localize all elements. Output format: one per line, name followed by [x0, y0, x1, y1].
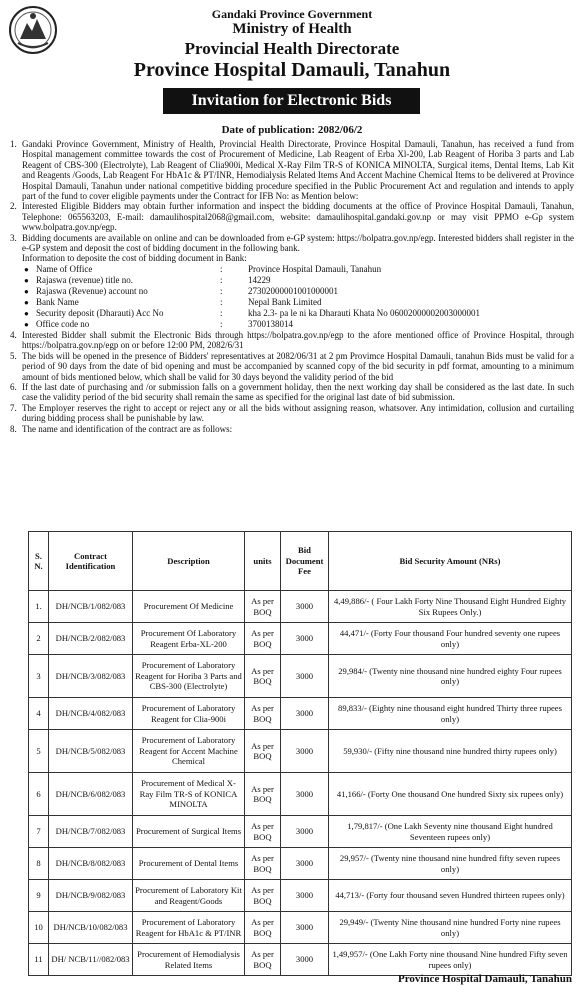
- deposit-value: 27302000001001000001: [248, 285, 338, 296]
- cell-sn: 6: [29, 773, 49, 816]
- cell-fee: 3000: [281, 698, 329, 730]
- cell-sn: 9: [29, 880, 49, 912]
- paragraph-number: 4.: [10, 329, 17, 340]
- deposit-info-list: [24, 264, 574, 330]
- table-row: [29, 816, 572, 848]
- cell-contract-id: DH/NCB/4/082/083: [49, 698, 133, 730]
- deposit-value: kha 2.3- pa le ni ka Dharauti Khata No 06002000002003000001: [248, 307, 480, 318]
- paragraph-number: 7.: [10, 402, 17, 413]
- cell-security-amount: 44,713/- (Forty four thousand seven Hundred thirteen rupees only): [329, 880, 572, 912]
- cell-units: As per BOQ: [245, 848, 281, 880]
- cell-fee: 3000: [281, 848, 329, 880]
- cell-sn: 2: [29, 623, 49, 655]
- cell-contract-id: DH/NCB/6/082/083: [49, 773, 133, 816]
- paragraph-text: The Employer reserves the right to accept or reject any or all the bids without assigning reason, whatsover. Any intimidation, collusion and curtailing during bidding process shall be punishable by law.: [22, 402, 574, 424]
- cell-description: Procurement of Dental Items: [133, 848, 245, 880]
- deposit-info-row: ● Name of Office : Province Hospital Damauli, Tanahun: [24, 264, 574, 275]
- cell-fee: 3000: [281, 912, 329, 944]
- deposit-label: Rajaswa (revenue) title no.: [36, 274, 133, 285]
- deposit-info-row: ● Rajaswa (Revenue) account no : 27302000001001000001: [24, 286, 574, 297]
- column-header-contract-id: Contract Identification: [49, 532, 133, 591]
- province-government-title: Gandaki Province Government: [211, 7, 373, 21]
- paragraph-number: 5.: [10, 350, 17, 361]
- deposit-info-row: ● Rajaswa (revenue) title no. : 14229: [24, 275, 574, 286]
- cell-fee: 3000: [281, 944, 329, 976]
- deposit-info-row: ● Office code no : 3700138014: [24, 319, 574, 330]
- cell-fee: 3000: [281, 623, 329, 655]
- paragraph-number: 3.: [10, 232, 17, 243]
- letterhead: [0, 0, 584, 118]
- cell-description: Procurement of Laboratory Reagent for Clia-900i: [133, 698, 245, 730]
- cell-security-amount: 4,49,886/- ( Four Lakh Forty Nine Thousand Eight Hundred Eighty Six Rupees Only.): [329, 591, 572, 623]
- cell-contract-id: DH/NCB/7/082/083: [49, 816, 133, 848]
- cell-description: Procurement of Laboratory Reagent for Accent Machine Chemical: [133, 730, 245, 773]
- cell-fee: 3000: [281, 773, 329, 816]
- deposit-value: Nepal Bank Limited: [248, 296, 322, 307]
- cell-contract-id: DH/NCB/2/082/083: [49, 623, 133, 655]
- column-header-units: units: [245, 532, 281, 591]
- cell-security-amount: 1,49,957/- (One Lakh Forty nine thousand Nine hundred Fifty seven rupees only): [329, 944, 572, 976]
- bullet-icon: ●: [24, 264, 29, 274]
- cell-contract-id: DH/NCB/1/082/083: [49, 591, 133, 623]
- paragraph-text: Interested Eligible Bidders may obtain further information and inspect the bidding documents at the office of Province Hospital Damauli, Tanahun, Telephone: 065563203, E-mail: damaulihospital2068@gmail.com, website: damaulihospital.gandaki.gov.np or may visit PPMO e-Gp system www.bolpatra.gov.np/egp.: [22, 201, 574, 233]
- deposit-label: Name of Office: [36, 263, 93, 274]
- paragraph-number: 6.: [10, 381, 17, 392]
- cell-fee: 3000: [281, 730, 329, 773]
- cell-contract-id: DH/NCB/3/082/083: [49, 655, 133, 698]
- deposit-info-title: Information to deposite the cost of bidding document in Bank:: [22, 253, 247, 264]
- notice-body: [10, 139, 574, 434]
- paragraph-text: The bids will be opened in the presence of Bidders' representatives at 2082/06/31 at 2 pm Provimce Hospital Damauli, tanahun Bids must be valid for a period of 90 days from the date of bid opening and must be accompanied by scanned copy of the bid security in pdf format, amounting to a minimum amount of bids mentioned below, which shall be valid for 30 days beyond the validity period of the bid: [22, 350, 574, 382]
- cell-contract-id: DH/NCB/10/082/083: [49, 912, 133, 944]
- cell-contract-id: DH/NCB/5/082/083: [49, 730, 133, 773]
- cell-fee: 3000: [281, 655, 329, 698]
- footer-signature: Province Hospital Damauli, Tanahun: [397, 973, 572, 985]
- cell-description: Procurement of Hemodialysis Related Items: [133, 944, 245, 976]
- paragraph-item: [10, 201, 574, 232]
- cell-sn: 7: [29, 816, 49, 848]
- paragraph-text: If the last date of purchasing and /or submission falls on a government holiday, then the next working day shall be considered as the last date. In such case the validity period of the bid security shall remain the same as specified for the original last date of bid submission.: [22, 381, 574, 403]
- hospital-title: Province Hospital Damauli, Tanahun: [133, 59, 451, 81]
- deposit-info-row: ● Security deposit (Dharauti) Acc No : kha 2.3- pa le ni ka Dharauti Khata No 06002000002003000001: [24, 308, 574, 319]
- deposit-label: Bank Name: [36, 296, 79, 307]
- cell-description: Procurement of Laboratory Reagent for Horiba 3 Parts and CBS-300 (Electrolyte): [133, 655, 245, 698]
- paragraph-text: The name and identification of the contract are as follows:: [22, 423, 233, 434]
- cell-description: Procurement Of Medicine: [133, 591, 245, 623]
- deposit-label: Rajaswa (Revenue) account no: [36, 285, 148, 296]
- cell-units: As per BOQ: [245, 623, 281, 655]
- bullet-icon: ●: [24, 286, 29, 296]
- deposit-label: Security deposit (Dharauti) Acc No: [36, 307, 164, 318]
- cell-security-amount: 89,833/- (Eighty nine thousand eight hundred Thirty three rupees only): [329, 698, 572, 730]
- cell-sn: 11: [29, 944, 49, 976]
- publication-date: Date of publication: 2082/06/2: [221, 124, 363, 136]
- ministry-title: Ministry of Health: [232, 21, 352, 37]
- cell-contract-id: DH/ NCB/11//082/083: [49, 944, 133, 976]
- paragraph-text: Gandaki Province Government, Ministry of Health, Provincial Health Directorate, Province Hospital Damauli, Tanahun, has received a fund from Hospital management committee towards the cost of Procurement of Medicine, Lab Reagent of Erba Xl-200, Lab Reagent of Horiba 3 parts and Lab Reagent of CBS-300 (Electrolyte), Lab Reagent of Clia900i, Medical X-Ray Film TR-S of KONICA MINOLTA, Surgical items, Dental Items, Lab Kit and Reagents /Goods, Lab Reagent For HbA1c & PT/INR, Hemodialysis Related Items And Accent Machine Chemical Items to be delivered at Province Hospital Damauli, Tanahun under national competitive bidding procedure specified in the Public Procurement Act and regulation and intends to apply part of the fund to cover eligible payments under the Contract for IFB No: as Mention below:: [22, 139, 574, 202]
- cell-security-amount: 29,984/- (Twenty nine thousand nine hundred eighty Four rupees only): [329, 655, 572, 698]
- cell-units: As per BOQ: [245, 591, 281, 623]
- table-row: [29, 880, 572, 912]
- cell-description: Procurement of Laboratory Kit and Reagent/Goods: [133, 880, 245, 912]
- deposit-info-row: ● Bank Name : Nepal Bank Limited: [24, 297, 574, 308]
- paragraph-item: [10, 330, 574, 351]
- bullet-icon: ●: [24, 297, 29, 307]
- table-row: [29, 655, 572, 698]
- table-header-row: [29, 532, 572, 591]
- paragraph-number: 8.: [10, 423, 17, 434]
- cell-units: As per BOQ: [245, 880, 281, 912]
- cell-units: As per BOQ: [245, 944, 281, 976]
- cell-security-amount: 1,79,817/- (One Lakh Seventy nine thousand Eight hundred Seventeen rupees only): [329, 816, 572, 848]
- cell-contract-id: DH/NCB/8/082/083: [49, 848, 133, 880]
- cell-description: Procurement of Laboratory Reagent for HbA1c & PT/INR: [133, 912, 245, 944]
- cell-sn: 8: [29, 848, 49, 880]
- paragraph-item: [10, 139, 574, 201]
- cell-contract-id: DH/NCB/9/082/083: [49, 880, 133, 912]
- cell-fee: 3000: [281, 880, 329, 912]
- cell-security-amount: 41,166/- (Forty One thousand One hundred Sixty six rupees only): [329, 773, 572, 816]
- cell-units: As per BOQ: [245, 730, 281, 773]
- cell-security-amount: 29,949/- (Twenty Nine thousand nine hundred Forty nine rupees only): [329, 912, 572, 944]
- table-row: [29, 773, 572, 816]
- cell-security-amount: 44,471/- (Forty Four thousand Four hundred seventy one rupees only): [329, 623, 572, 655]
- paragraph-item: [10, 382, 574, 403]
- cell-sn: 4: [29, 698, 49, 730]
- table-row: [29, 698, 572, 730]
- cell-sn: 10: [29, 912, 49, 944]
- cell-security-amount: 59,930/- (Fifty nine thousand nine hundred thirty rupees only): [329, 730, 572, 773]
- column-header-fee: Bid Document Fee: [281, 532, 329, 591]
- cell-sn: 1.: [29, 591, 49, 623]
- cell-units: As per BOQ: [245, 816, 281, 848]
- paragraph-item: [10, 351, 574, 382]
- column-header-sn: S. N.: [29, 532, 49, 591]
- cell-units: As per BOQ: [245, 912, 281, 944]
- column-header-security-amount: Bid Security Amount (NRs): [329, 532, 572, 591]
- table-row: [29, 848, 572, 880]
- table-row: [29, 912, 572, 944]
- paragraph-item: [10, 403, 574, 424]
- cell-description: Procurement Of Laboratory Reagent Erba-XL-200: [133, 623, 245, 655]
- paragraph-item: [10, 233, 574, 254]
- table-row: [29, 591, 572, 623]
- cell-units: As per BOQ: [245, 698, 281, 730]
- bullet-icon: ●: [24, 319, 29, 329]
- paragraph-text: Interested Bidder shall submit the Electronic Bids through https://bolpatra.gov.np/egp to the afore mentioned office of Province Hospital, through https://bolpatra.gov.np/egp on or before 12:00 PM, 2082/6/31: [22, 329, 574, 351]
- table-row: [29, 623, 572, 655]
- deposit-value: 3700138014: [248, 318, 293, 329]
- invitation-banner: Invitation for Electronic Bids: [163, 88, 420, 114]
- table-row: [29, 944, 572, 976]
- cell-description: Procurement of Medical X-Ray Film TR-S of KONICA MINOLTA: [133, 773, 245, 816]
- cell-sn: 3: [29, 655, 49, 698]
- cell-units: As per BOQ: [245, 655, 281, 698]
- deposit-value: Province Hospital Damauli, Tanahun: [248, 263, 382, 274]
- cell-fee: 3000: [281, 816, 329, 848]
- paragraph-text: Bidding documents are available on online and can be downloaded from e-GP system: https://bolpatra.gov.np/egp. Interested bidders shall register in the e-GP system and deposit the cost of bidding document in the following bank.: [22, 232, 574, 254]
- cell-security-amount: 29,957/- (Twenty nine thousand nine hundred fifty seven rupees only): [329, 848, 572, 880]
- deposit-label: Office code no: [36, 318, 90, 329]
- cell-description: Procurement of Surgical Items: [133, 816, 245, 848]
- directorate-title: Provincial Health Directorate: [184, 39, 400, 58]
- column-header-description: Description: [133, 532, 245, 591]
- cell-sn: 5: [29, 730, 49, 773]
- paragraph-item: [10, 424, 574, 434]
- paragraph-number: 2.: [10, 201, 17, 212]
- contracts-table: [28, 531, 572, 976]
- bullet-icon: ●: [24, 308, 29, 318]
- cell-units: As per BOQ: [245, 773, 281, 816]
- deposit-value: 14229: [248, 274, 271, 285]
- paragraph-number: 1.: [10, 139, 17, 149]
- cell-fee: 3000: [281, 591, 329, 623]
- table-row: [29, 730, 572, 773]
- bullet-icon: ●: [24, 275, 29, 285]
